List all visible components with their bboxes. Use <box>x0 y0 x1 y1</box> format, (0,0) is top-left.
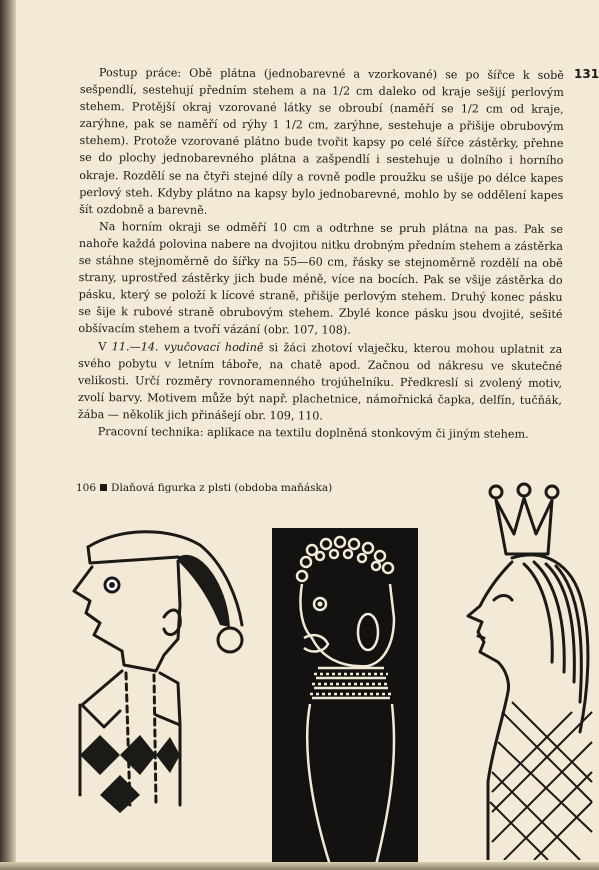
paragraph-lessons <box>78 337 563 425</box>
square-bullet-icon <box>100 484 107 491</box>
african-figure-puppet-illustration <box>272 528 418 865</box>
figure-caption <box>76 482 332 494</box>
figure-number: 106 <box>76 482 97 494</box>
jester-puppet-illustration <box>60 505 260 815</box>
lessons-emphasis: 11.—14. vyučovací hodině <box>111 339 264 354</box>
figure-caption-text: Dlaňová figurka z plsti (obdoba maňáska) <box>111 482 333 494</box>
page-number: 131 <box>574 67 599 81</box>
paragraph-procedure: Postup práce: Obě plátna (jednobarevné a vzorkované) se po šířce k sobě sešpendlí, sestehují předním stehem a na 1/2 cm daleko od kraje sešijí perlovým stehem. Protější okraj vzorované látky se obroubí (naměří se 1/2 cm od kraje, zarýhne, pak se naměří od rýhy 1 1/2 cm, zarýhne, sestehuje a přišije obrubovým stehem). Protože vzorované plátno bude tvořit kapsy po celé šířce zástěrky, přehne se do plochy jednobarevného plátna a zašpendlí i sestehuje u dolního i horního okraje. Rozdělí se na čtyři stejné díly a rovně podle proužku se ušije po délce kapes perlový steh. Kdyby plátno na kapsy bylo jednobarevné, mohlo by se oddělení kapes šít ozdobně a barevně. <box>79 66 564 217</box>
body-text <box>78 64 564 443</box>
lessons-prefix: V <box>98 339 112 353</box>
book-spine-shadow <box>0 0 16 870</box>
princess-puppet-illustration <box>452 482 599 860</box>
paragraph-technique: Pracovní technika: aplikace na textilu doplněná stonkovým či jiným stehem. <box>97 425 529 441</box>
lessons-text: si žáci zhotoví vlaječku, kterou mohou uplatnit za svého pobytu v letním táboře, na chatě apod. Začnou od nákresu ve skutečné velikosti. Určí rozměry rovnoramenného trojúhelníku. Předkreslí si zvolený motiv, zvolí barvy. Motivem může být např. plachetnice, námořnická čapka, delfín, tučňák, žába — několik jich přinášejí obr. 109, 110. <box>77 340 563 423</box>
page-bottom-edge <box>0 862 599 870</box>
paragraph-waistband: Na horním okraji se odměří 10 cm a odtrhne se pruh plátna na pas. Pak se nahoře každá polovina nabere na dvojitou nitku drobným předním stehem a zástěrka se stáhne stejnoměrně do šířky na 55—60 cm, řásky se stejnoměrně rozdělí na obě strany, uprostřed zástěrky jich bude méně, více na bocích. Pak se všije zástěrka do pásku, který se položí k lícové straně, přišije perlovým stehem. Druhý konec pásku se šije k rubové straně obrubovým stehem. Zbylé konce pásku jsou dvojité, sešité obšívacím stehem a tvoří vázání (obr. 107, 108). <box>78 219 564 338</box>
